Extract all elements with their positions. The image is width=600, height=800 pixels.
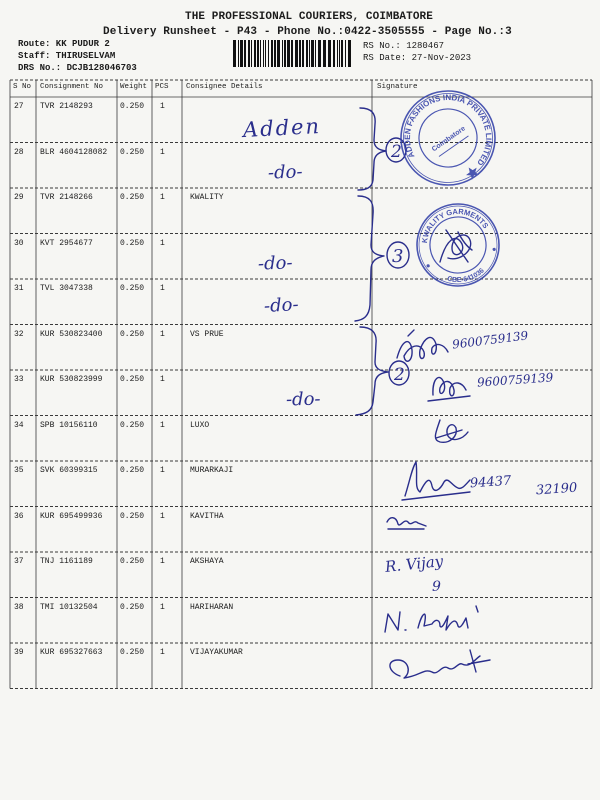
consignment-no: SVK 60399315 (40, 466, 98, 475)
weight: 0.250 (120, 284, 145, 293)
consignee-details: VIJAYAKUMAR (190, 648, 243, 657)
stamp-dot-icon (426, 264, 430, 268)
row-sno: 39 (14, 648, 24, 657)
weight: 0.250 (120, 238, 145, 248)
weight: 0.250 (120, 375, 145, 384)
stamp-center-text: Coimbatore (430, 125, 467, 154)
signature-row-32 (397, 330, 448, 361)
handwritten-ditto: -do- (285, 388, 321, 411)
column-header-signature: Signature (377, 83, 418, 91)
consignment-no: TVR 2148266 (40, 193, 93, 202)
weight: 0.250 (120, 329, 145, 339)
brace-rows-27-28 (358, 108, 386, 190)
consignee-details: MURARKAJI (190, 466, 234, 475)
pcs: 1 (160, 557, 165, 566)
handwritten-phone-row-35-part2: 32190 (535, 480, 578, 499)
row-sno: 32 (14, 329, 24, 339)
pcs: 1 (160, 648, 165, 657)
brace-rows-29-31 (355, 196, 384, 321)
row-sno: 33 (14, 375, 24, 384)
row-sno: 36 (14, 511, 24, 521)
signature-row-39 (390, 650, 490, 678)
handwritten-ditto: -do- (263, 294, 300, 317)
row-sno: 34 (14, 420, 24, 430)
stamp-kwality-garments (408, 195, 507, 294)
weight: 0.250 (120, 420, 145, 430)
signature-row-38 (385, 606, 478, 632)
count-number: 2 (394, 365, 405, 385)
consignment-no: BLR 4604128082 (40, 147, 108, 157)
rs-date: RS Date: 27-Nov-2023 (363, 53, 472, 63)
count-number: 3 (392, 246, 404, 267)
consignee-details: AKSHAYA (190, 557, 224, 566)
handwritten-ditto: -do- (267, 161, 303, 184)
column-header-consignee: Consignee Details (186, 83, 263, 91)
pcs: 1 (160, 420, 165, 430)
consignee-details: KAVITHA (190, 511, 224, 521)
weight: 0.250 (120, 602, 145, 612)
pcs: 1 (160, 238, 165, 248)
signature-row-35 (402, 462, 470, 500)
signature-row-36 (387, 518, 426, 529)
count-number: 2 (391, 142, 402, 162)
staff: Staff: THIRUSELVAM (18, 51, 116, 61)
circled-count-2 (387, 242, 409, 268)
stamp-dot-icon (492, 247, 496, 251)
row-sno: 37 (14, 557, 24, 566)
column-header-pcs: PCS (155, 83, 169, 91)
signature-row-34 (435, 420, 468, 442)
pcs: 1 (160, 375, 165, 384)
stamp-adden-fashions (383, 73, 514, 205)
consignment-no: TNJ 1161189 (40, 557, 93, 566)
weight: 0.250 (120, 466, 145, 475)
consignment-no: TVL 3047338 (40, 284, 93, 293)
weight: 0.250 (120, 147, 145, 157)
row-sno: 29 (14, 193, 24, 202)
consignment-no: SPB 10156110 (40, 420, 98, 430)
pcs: 1 (160, 193, 165, 202)
handwritten-consignee-note: Adden (242, 113, 322, 143)
runsheet-subtitle: Delivery Runsheet - P43 - Phone No.:0422-3505555 - Page No.:3 (103, 26, 512, 38)
pcs: 1 (160, 466, 165, 475)
pcs: 1 (160, 147, 165, 157)
weight: 0.250 (120, 648, 145, 657)
handwritten-phone-row-32: 9600759139 (451, 328, 529, 352)
pcs: 1 (160, 284, 165, 293)
pcs: 1 (160, 511, 165, 521)
signature-row-33 (428, 377, 470, 401)
pcs: 1 (160, 602, 165, 612)
weight: 0.250 (120, 102, 145, 111)
consignee-details: HARIHARAN (190, 602, 234, 612)
weight: 0.250 (120, 557, 145, 566)
circled-count-3 (389, 361, 409, 385)
column-header-weight: Weight (120, 83, 148, 91)
stamp-ring-bottom-text: CBE-641036 (446, 267, 486, 285)
consignment-no: TMI 10132504 (40, 602, 98, 612)
row-sno: 31 (14, 284, 24, 293)
stamp-ring-top-text: KWALITY GARMENTS (419, 206, 491, 244)
brace-rows-32-33 (356, 327, 388, 415)
weight: 0.250 (120, 193, 145, 202)
pcs: 1 (160, 102, 165, 111)
row-sno: 28 (14, 147, 24, 157)
consignee-details: VS PRUE (190, 329, 224, 339)
row-sno: 35 (14, 466, 24, 475)
consignment-no: KUR 530823400 (40, 329, 103, 339)
row-sno: 27 (14, 102, 24, 111)
row-sno: 30 (14, 238, 24, 248)
consignee-details: KWALITY (190, 193, 224, 202)
handwritten-phone-row-33: 9600759139 (476, 370, 554, 390)
consignment-no: KUR 530823999 (40, 375, 103, 384)
row-sno: 38 (14, 602, 24, 612)
column-header-consignment: Consignment No (40, 83, 104, 91)
pcs: 1 (160, 329, 165, 339)
consignment-no: KUR 695499936 (40, 511, 103, 521)
consignment-no: KUR 695327663 (40, 648, 103, 657)
company-title: THE PROFESSIONAL COURIERS, COIMBATORE (185, 11, 433, 23)
weight: 0.250 (120, 511, 145, 521)
handwritten-mark-row-37: 9 (432, 579, 441, 595)
handwritten-name-row-37: R. Vijay (384, 552, 444, 576)
signature-row-29 (440, 230, 472, 262)
stamp-ring-text: ADDEN FASHIONS INDIA PRIVATE LIMITED (402, 92, 494, 168)
consignment-no: TVR 2148293 (40, 102, 93, 111)
route: Route: KK PUDUR 2 (18, 39, 110, 49)
consignee-details: LUXO (190, 420, 210, 430)
rs-number: RS No.: 1280467 (363, 41, 445, 51)
drs-number: DRS No.: DCJB128046703 (18, 63, 137, 73)
handwritten-ditto: -do- (257, 252, 293, 275)
handwritten-phone-row-35-part1: 94437 (469, 473, 512, 492)
column-header-sno: S No (13, 83, 32, 91)
consignment-no: KVT 2954677 (40, 238, 93, 248)
